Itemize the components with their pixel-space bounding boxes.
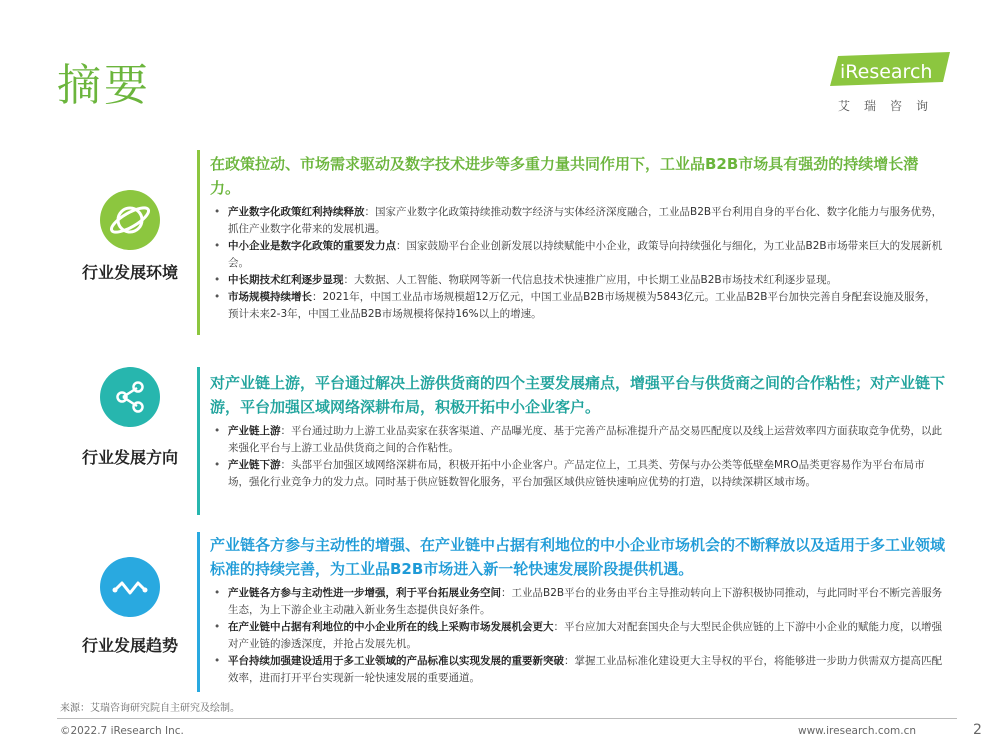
accent-bar	[197, 532, 200, 692]
bullet-lead: 产业链各方参与主动性进一步增强，利于平台拓展业务空间	[228, 587, 501, 599]
page-number: 2	[973, 722, 982, 738]
website-url: www.iresearch.com.cn	[798, 725, 917, 737]
section-label-block	[60, 367, 200, 468]
bullet-text: ：头部平台加强区域网络深耕布局，积极开拓中小企业客户。产品定位上，工具类、劳保与办公类等低壁垒MRO品类更容易作为平台布局市场，强化行业竞争力的发力点。同时基于供应链数智化服务，平台加强区域供应链快速响应优势的打造，以持续深耕区域市场。	[228, 459, 925, 488]
bullet-text: ：平台通过助力上游工业品卖家在获客渠道、产品曝光度、基于完善产品标准提升产品交易匹配度以及线上运营效率四方面获取竞争优势，以此来强化平台与上游工业品供货商之间的合作粘性。	[228, 425, 942, 454]
list-item	[210, 585, 945, 619]
section-content	[210, 152, 945, 323]
bullet-text: ：工业品B2B平台的业务由平台主导推动转向上下游积极协同推动，与此同时平台不断完善服务生态，为上下游企业主动融入新业务生态提供良好条件。	[228, 587, 943, 616]
section-label-block	[60, 557, 200, 656]
planet-icon	[100, 190, 160, 250]
section-trends	[60, 532, 950, 697]
bullet-text: ：大数据、人工智能、物联网等新一代信息技术快速推广应用，中长期工业品B2B市场技术红利逐步显现。	[343, 274, 838, 286]
bullet-lead: 在产业链中占据有利地位的中小企业所在的线上采购市场发展机会更大	[228, 621, 554, 633]
section-label: 行业发展环境	[81, 263, 178, 282]
section-environment	[60, 150, 950, 340]
bullet-text: ：掌握工业品标准化建设更大主导权的平台，将能够进一步助力供需双方提高匹配效率，进而打开平台实现新一轮快速发展的重要通道。	[228, 655, 942, 684]
list-item	[210, 457, 945, 491]
section-label-block	[60, 190, 200, 283]
bullet-lead: 中长期技术红利逐步显现	[228, 274, 344, 286]
bullet-lead: 市场规模持续增长	[228, 291, 312, 303]
footer-divider	[57, 718, 957, 719]
section-content	[210, 371, 945, 491]
list-item	[210, 619, 945, 653]
list-item	[210, 204, 945, 238]
bullet-lead: 中小企业是数字化政策的重要发力点	[228, 240, 396, 252]
trend-line-icon	[100, 557, 160, 617]
section-label: 行业发展趋势	[81, 636, 178, 655]
section-direction	[60, 367, 950, 517]
bullet-lead: 产业数字化政策红利持续释放	[228, 206, 365, 218]
bullet-list	[210, 204, 945, 323]
section-headline: 在政策拉动、市场需求驱动及数字技术进步等多重力量共同作用下，工业品B2B市场具有强劲的持续增长潜力。	[210, 155, 919, 197]
logo-text: iResearch	[840, 61, 933, 83]
bullet-lead: 产业链上游	[228, 425, 281, 437]
bullet-list	[210, 423, 945, 491]
section-label: 行业发展方向	[81, 448, 178, 467]
page-title: 摘要	[57, 60, 151, 111]
source-note: 来源：艾瑞咨询研究院自主研究及绘制。	[60, 703, 240, 714]
bullet-text: ：国家产业数字化政策持续推动数字经济与实体经济深度融合，工业品B2B平台利用自身的平台化、数字化能力与服务优势，抓住产业数字化带来的发展机遇。	[228, 206, 943, 235]
list-item	[210, 289, 945, 323]
section-content	[210, 533, 945, 687]
list-item	[210, 423, 945, 457]
bullet-text: ：国家鼓励平台企业创新发展以持续赋能中小企业，政策导向持续强化与细化，为工业品B2B市场带来巨大的发展新机会。	[228, 240, 943, 269]
section-headline: 对产业链上游，平台通过解决上游供货商的四个主要发展痛点，增强平台与供货商之间的合作粘性；对产业链下游，平台加强区域网络深耕布局，积极开拓中小企业客户。	[210, 374, 946, 416]
list-item	[210, 272, 945, 289]
section-headline: 产业链各方参与主动性的增强、在产业链中占据有利地位的中小企业市场机会的不断释放以及适用于多工业领域标准的持续完善，为工业品B2B市场进入新一轮快速发展阶段提供机遇。	[210, 536, 946, 578]
accent-bar	[197, 367, 200, 515]
bullet-text: ：2021年，中国工业品市场规模超12万亿元，中国工业品B2B市场规模为5843亿元。工业品B2B平台加快完善自身配套设施及服务，预计未来2-3年，中国工业品B2B市场规模将保持16%以上的增速。	[228, 291, 936, 320]
bullet-list	[210, 585, 945, 687]
bullet-lead: 产业链下游	[228, 459, 281, 471]
accent-bar	[197, 150, 200, 335]
list-item	[210, 653, 945, 687]
list-item	[210, 238, 945, 272]
share-icon	[100, 367, 160, 427]
copyright: ©2022.7 iResearch Inc.	[60, 725, 184, 737]
logo-chinese-name: 艾瑞咨询	[838, 99, 943, 113]
bullet-text: ：平台应加大对配套国央企与大型民企供应链的上下游中小企业的赋能力度，以增强对产业链的渗透深度，并抢占发展先机。	[228, 621, 942, 650]
bullet-lead: 平台持续加强建设适用于多工业领域的产品标准以实现发展的重要新突破	[228, 655, 564, 667]
